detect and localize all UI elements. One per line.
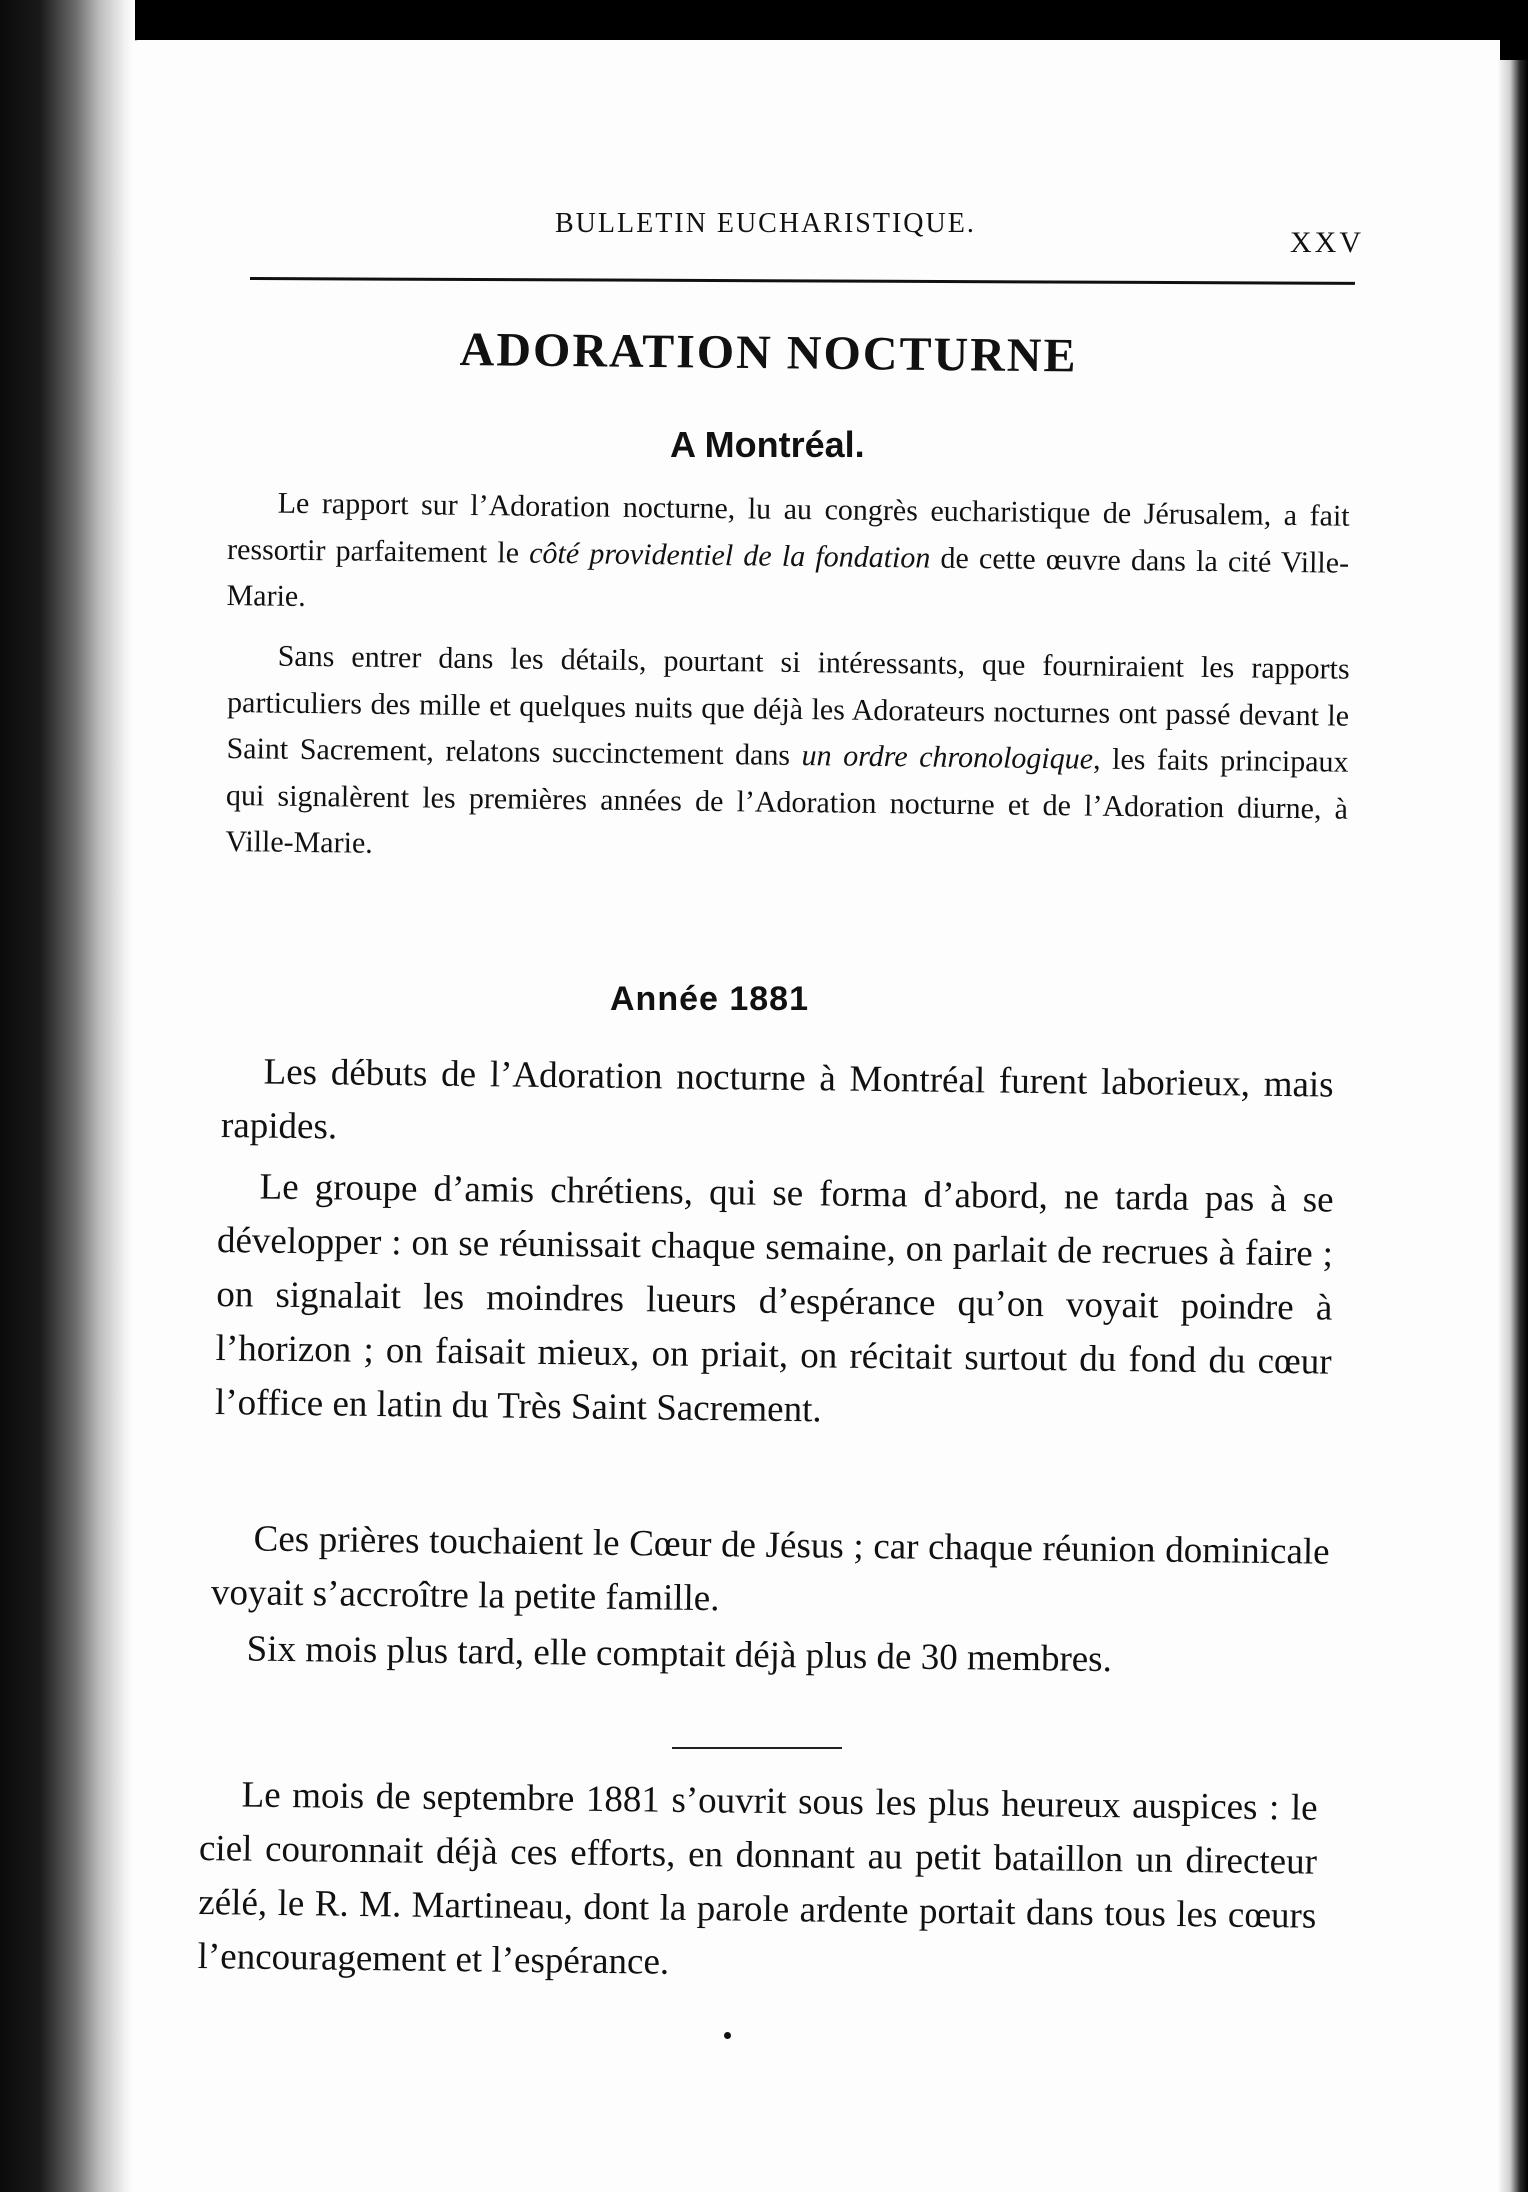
book-binding-gutter <box>0 0 135 2192</box>
page-right-edge <box>1498 60 1528 2192</box>
section-paragraph-1: Les débuts de l’Adoration nocturne à Montréal furent laborieux, mais rapides. <box>220 1051 1334 1148</box>
section-paragraph-5: Le mois de septembre 1881 s’ouvrit sous les plus heureux auspices : le ciel couronnait déjà ces efforts, en donnant au petit bataillon un directeur zélé, le R. M. Martineau, dont la parole ardente portait dans tous les cœurs l’encouragement et l’espérance. <box>197 1774 1318 1983</box>
section-paragraph-4: Six mois plus tard, elle comptait déjà plus de 30 membres. <box>246 1628 1113 1681</box>
section-paragraph-2: Le groupe d’amis chrétiens, qui se forma d’abord, ne tarda pas à se développer : on se réunissait chaque semaine, on parlait de recrues à faire ; on signalait les moindres lueurs d’espérance qu’on voyait poindre à l’horizon ; on faisait mieux, on priait, on récitait surtout du fond du cœur l’office en latin du Très Saint Sacrement. <box>214 1166 1334 1431</box>
ink-dot <box>724 2032 731 2039</box>
intro-paragraph-1: Le rapport sur l’Adoration nocturne, lu au congrès eucharistique de Jérusalem, a fait ressortir parfaitement le côté providentiel de la fondation de cette œuvre dans la cité Ville-Marie. <box>226 486 1350 613</box>
article-title: ADORATION NOCTURNE <box>459 322 1078 383</box>
section-divider <box>672 1747 842 1749</box>
intro-paragraph-2: Sans entrer dans les détails, pourtant si intéressants, que fourniraient les rapports particuliers des mille et quelques nuits que déjà les Adorateurs nocturnes ont passé devant le Saint Sacrement, relatons succinctement dans un ordre chronologique, les faits principaux qui signalèrent les premières années de l’Adoration nocturne et de l’Adoration diurne, à Ville-Marie. <box>225 639 1350 860</box>
running-head: BULLETIN EUCHARISTIQUE. <box>555 208 976 239</box>
section-paragraph-3: Ces prières touchaient le Cœur de Jésus ; car chaque réunion dominicale voyait s’accroître la petite famille. <box>210 1518 1330 1620</box>
intro-emphasis-1: côté providentiel de la fondation <box>529 536 931 575</box>
page-number: XXV <box>1290 226 1364 259</box>
intro-emphasis-2: un ordre chronologique <box>801 739 1094 776</box>
section-heading: Année 1881 <box>610 980 809 1018</box>
article-subtitle: A Montréal. <box>670 424 865 465</box>
